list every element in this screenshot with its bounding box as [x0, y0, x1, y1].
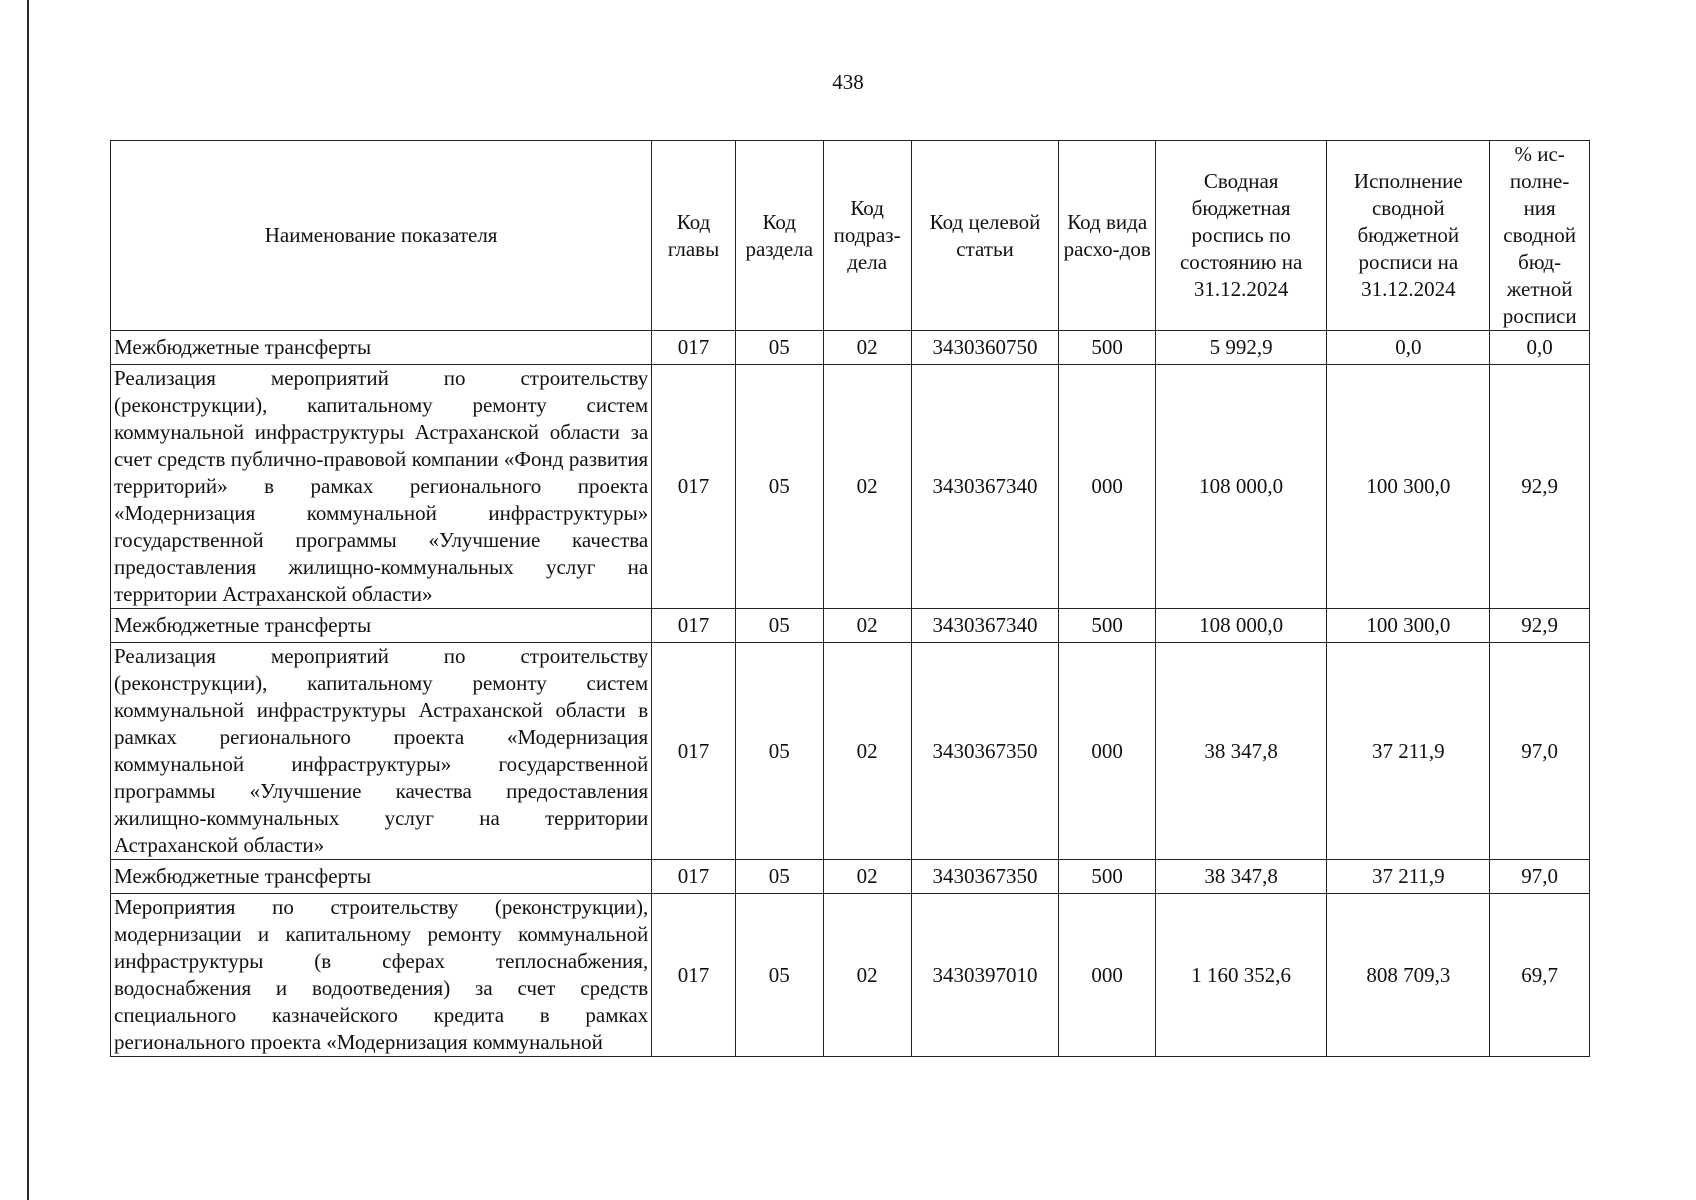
row-plan: 1 160 352,6	[1155, 894, 1326, 1057]
row-name: Реализация мероприятий по строительству (реконструкции), капитальному ремонту систем коммунальной инфраструктуры Астраханской области за счет средств публично-правовой компании «Фонд развития территорий» в рамках регионального проекта «Модернизация коммунальной инфраструктуры» государственной программы «Улучшение качества предоставления жилищно-коммунальных услуг на территории Астраханской области»	[111, 365, 652, 609]
row-subsection: 02	[823, 894, 911, 1057]
binding-line	[27, 0, 29, 1200]
table-row	[111, 643, 1590, 860]
row-subsection: 02	[823, 643, 911, 860]
col-header-section: Код раздела	[735, 141, 823, 331]
col-header-name: Наименование показателя	[111, 141, 652, 331]
row-expense: 500	[1059, 609, 1155, 643]
row-plan: 108 000,0	[1155, 365, 1326, 609]
table-row	[111, 860, 1590, 894]
row-target: 3430367350	[911, 643, 1059, 860]
row-section: 05	[735, 609, 823, 643]
row-percent: 92,9	[1490, 609, 1590, 643]
row-actual: 0,0	[1327, 331, 1490, 365]
page-number: 438	[832, 70, 864, 94]
row-percent: 69,7	[1490, 894, 1590, 1057]
table-row	[111, 331, 1590, 365]
row-actual: 100 300,0	[1327, 609, 1490, 643]
row-target: 3430367340	[911, 609, 1059, 643]
row-expense: 000	[1059, 643, 1155, 860]
row-name: Мероприятия по строительству (реконструкции), модернизации и капитальному ремонту коммунальной инфраструктуры (в сферах теплоснабжения, водоснабжения и водоотведения) за счет средств специального казначейского кредита в рамках регионального проекта «Модернизация коммунальной	[111, 894, 652, 1057]
col-header-subsection: Код подраз-дела	[823, 141, 911, 331]
row-name: Межбюджетные трансферты	[111, 609, 652, 643]
row-actual: 37 211,9	[1327, 860, 1490, 894]
row-section: 05	[735, 643, 823, 860]
row-subsection: 02	[823, 860, 911, 894]
row-target: 3430367350	[911, 860, 1059, 894]
row-plan: 108 000,0	[1155, 609, 1326, 643]
row-actual: 808 709,3	[1327, 894, 1490, 1057]
row-actual: 100 300,0	[1327, 365, 1490, 609]
table-row	[111, 894, 1590, 1057]
row-section: 05	[735, 894, 823, 1057]
row-percent: 92,9	[1490, 365, 1590, 609]
header-row	[111, 141, 1590, 331]
table-row	[111, 609, 1590, 643]
col-header-percent: % ис-полне-ния сводной бюд-жетной росписи	[1490, 141, 1590, 331]
budget-table	[110, 140, 1590, 1057]
row-chapter: 017	[652, 894, 736, 1057]
row-plan: 38 347,8	[1155, 860, 1326, 894]
row-section: 05	[735, 365, 823, 609]
row-plan: 38 347,8	[1155, 643, 1326, 860]
row-target: 3430367340	[911, 365, 1059, 609]
row-percent: 97,0	[1490, 860, 1590, 894]
row-subsection: 02	[823, 331, 911, 365]
table-row	[111, 365, 1590, 609]
row-target: 3430397010	[911, 894, 1059, 1057]
col-header-target: Код целевой статьи	[911, 141, 1059, 331]
row-expense: 000	[1059, 365, 1155, 609]
row-chapter: 017	[652, 643, 736, 860]
row-section: 05	[735, 860, 823, 894]
row-percent: 97,0	[1490, 643, 1590, 860]
row-target: 3430360750	[911, 331, 1059, 365]
col-header-plan: Сводная бюджетная роспись по состоянию на 31.12.2024	[1155, 141, 1326, 331]
row-expense: 500	[1059, 860, 1155, 894]
row-expense: 000	[1059, 894, 1155, 1057]
row-actual: 37 211,9	[1327, 643, 1490, 860]
row-chapter: 017	[652, 331, 736, 365]
row-name: Реализация мероприятий по строительству (реконструкции), капитальному ремонту систем коммунальной инфраструктуры Астраханской области в рамках регионального проекта «Модернизация коммунальной инфраструктуры» государственной программы «Улучшение качества предоставления жилищно-коммунальных услуг на территории Астраханской области»	[111, 643, 652, 860]
row-chapter: 017	[652, 609, 736, 643]
row-name: Межбюджетные трансферты	[111, 860, 652, 894]
col-header-actual: Исполнение сводной бюджетной росписи на 31.12.2024	[1327, 141, 1490, 331]
row-chapter: 017	[652, 365, 736, 609]
row-percent: 0,0	[1490, 331, 1590, 365]
row-expense: 500	[1059, 331, 1155, 365]
row-chapter: 017	[652, 860, 736, 894]
row-name: Межбюджетные трансферты	[111, 331, 652, 365]
row-section: 05	[735, 331, 823, 365]
row-subsection: 02	[823, 365, 911, 609]
row-subsection: 02	[823, 609, 911, 643]
col-header-chapter: Код главы	[652, 141, 736, 331]
row-plan: 5 992,9	[1155, 331, 1326, 365]
col-header-expense: Код вида расхо-дов	[1059, 141, 1155, 331]
